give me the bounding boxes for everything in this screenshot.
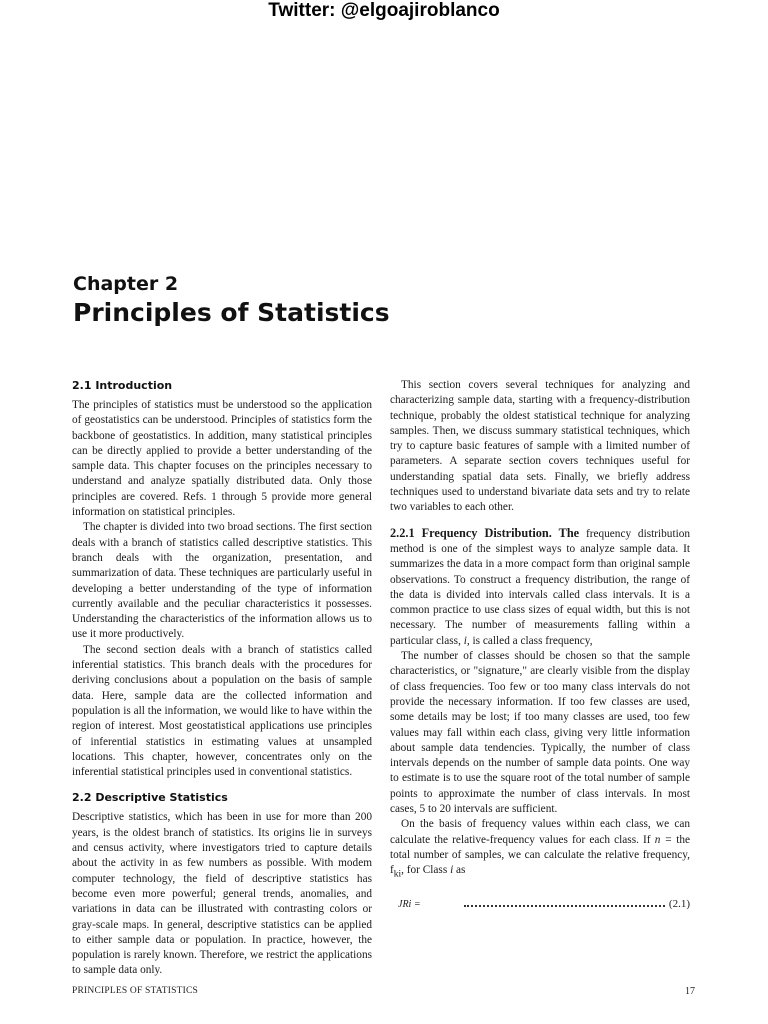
frequency-paragraph-3-end: as — [456, 864, 466, 877]
frequency-paragraph-1 — [390, 526, 690, 649]
class-i-variable: i — [450, 864, 454, 877]
intro-paragraph-1: The principles of statistics must be understood so the application of geostatistics can be understood. Principles of statistics form the backbone of geostatistics. In addition, many statistical principles can be directly applied to provide a better understanding of the sample data. This chapter focuses on the principles necessary to understand and analyze spatially distributed data. Only those principles are covered. Refs. 1 through 5 provide more general information on statistical principles. — [72, 399, 372, 519]
frequency-paragraph-3-mid: the total number of samples, we can calculate the relative frequency, f — [390, 833, 691, 877]
right-column — [390, 378, 690, 912]
section-heading-introduction: 2.1 Introduction — [72, 379, 173, 392]
descriptive-paragraph-1: Descriptive statistics, which has been in use for more than 200 years, is the oldest branch of statistics. Its origins lie in surveys and census activity, where investigators tried to capture details about the activity in as few numbers as possible. With modem computer technology, the field of descriptive statistics has become even more powerful; general trends, anomalies, and variations in data can be illustrated with contrasting colors or gray-scale maps. In general, descriptive statistics can be applied to either sample data or population. In practice, however, the population is rarely known. Therefore, we restrict the applications to sample data only. — [72, 811, 372, 977]
chapter-title: Principles of Statistics — [73, 298, 390, 327]
chapter-label: Chapter 2 — [73, 273, 179, 295]
frequency-paragraph-3-start: On the basis of frequency values within each class, we can calculate the relative-frequency values for each class. If — [390, 818, 690, 846]
equation-number: (2.1) — [668, 897, 690, 910]
running-title: PRINCIPLES OF STATISTICS — [72, 986, 198, 996]
equation-lhs: JRi = — [398, 898, 421, 910]
twitter-handle: Twitter: @elgoajiroblanco — [268, 0, 500, 21]
class-variable: i, — [463, 634, 470, 647]
equation-placeholder-dots — [464, 899, 665, 907]
equation-2-1 — [390, 897, 690, 912]
frequency-paragraph-2: The number of classes should be chosen so that the sample characteristics, or "signature," are clearly visible from the display of class frequencies. Too few or too many class intervals do not provide the necessary information. If too few classes are used, some details may be lost; if too many classes are used, too few values may fall within each class, giving very little information about sample data tendencies. Typically, the number of class intervals depends on the number of sample data points. One way to estimate is to use the square root of the total number of sample points to approximate the number of class intervals. In most cases, 5 to 20 intervals are sufficient. — [390, 650, 690, 816]
intro-paragraph-3: The second section deals with a branch of statistics called inferential statistics. This branch deals with the procedures for deriving conclusions about a population on the basis of sample data. Here, sample data are the collected information and population is all the information, we would like to have within the region of interest. Most geostatistical applications use principles of inferential statistics in estimating values at unsampled locations. This chapter, however, concentrates only on the inferential statistical principles used in conventional statistics. — [72, 643, 372, 779]
frequency-paragraph-1-end: is called a class frequency, — [472, 634, 593, 647]
left-column — [72, 378, 372, 979]
frequency-paragraph-1-text: frequency distribution method is one of the simplest ways to analyze sample data. It summarizes the data in a more compact form than original sample observations. To construct a frequency distribution, the range of the data is divided into intervals called class intervals. It is a common practice to use class sizes of equal width, but this is not necessary. The number of measurements falling within a particular class, — [390, 527, 691, 647]
frequency-paragraph-3-mid2: , for Class — [401, 864, 448, 877]
right-intro-paragraph: This section covers several techniques for analyzing and characterizing sample data, starting with a frequency-distribution technique, probably the oldest statistical technique for analyzing samples. Then, we discuss summary statistical techniques, which try to capture basic features of sample with a limited number of parameters. A separate section covers techniques useful for understanding spatial data sets. Finally, we briefly address techniques used to understand bivariate data sets and try to relate two variables to each other. — [390, 379, 690, 514]
relative-frequency-subscript: ki — [393, 869, 402, 880]
n-variable: n = — [654, 833, 673, 846]
subsection-heading-frequency-distribution: 2.2.1 Frequency Distribution. The — [390, 525, 580, 540]
section-heading-descriptive-statistics: 2.2 Descriptive Statistics — [72, 791, 228, 805]
frequency-paragraph-3 — [390, 817, 690, 882]
intro-paragraph-2: The chapter is divided into two broad sections. The first section deals with a branch of statistics called descriptive statistics. This branch deals with the organization, presentation, and summarization of data. These techniques are particularly useful in developing a better understanding of the type of information currently available and the peculiar characteristics it possesses. Understanding the characteristics of the information allows us to use it more productively. — [72, 521, 372, 641]
page-number: 17 — [685, 986, 695, 997]
